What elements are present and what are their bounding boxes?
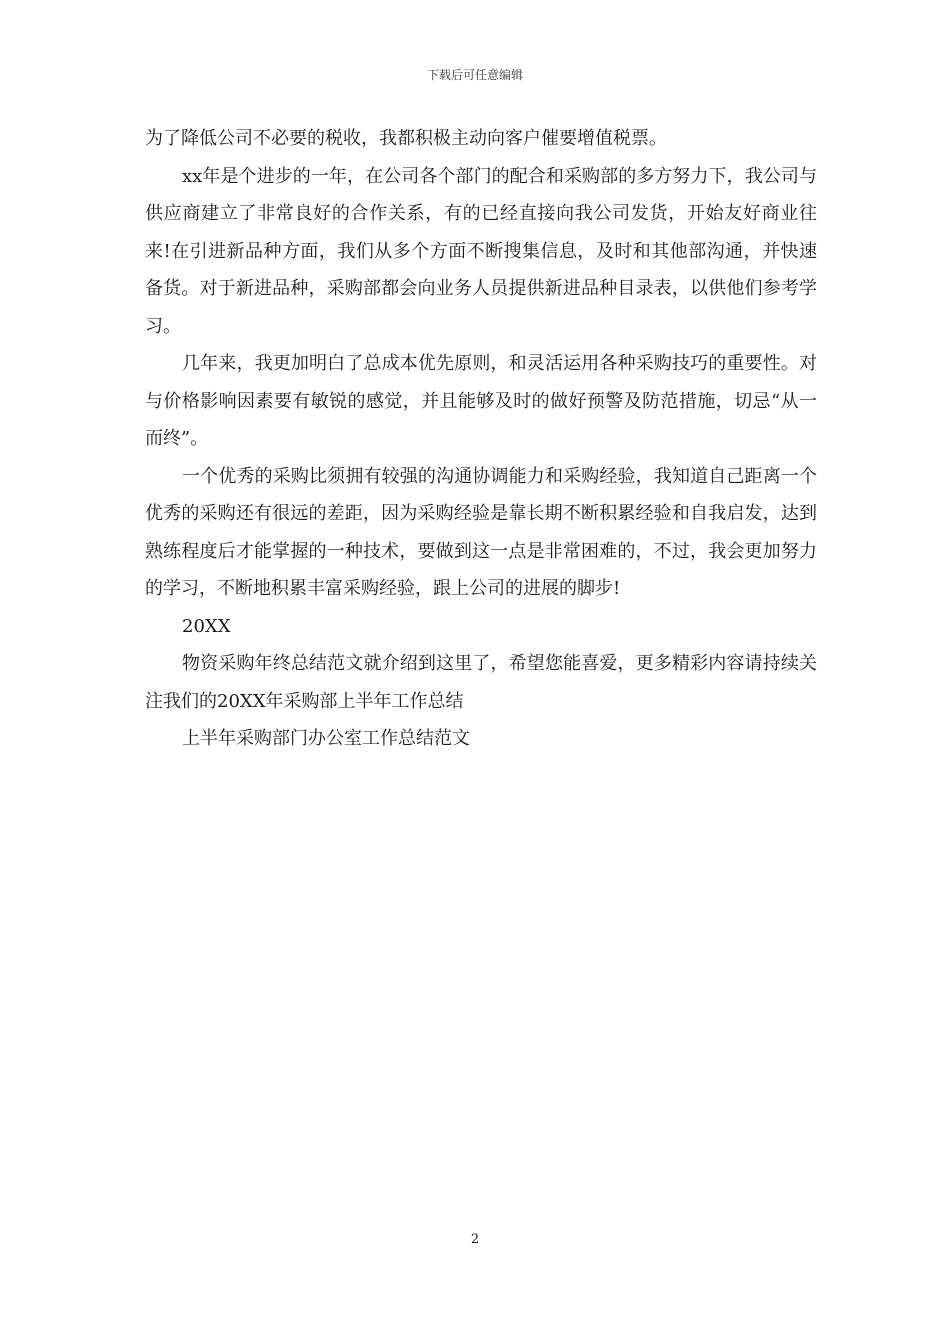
paragraph-cost-principle: 几年来，我更加明白了总成本优先原则，和灵活运用各种采购技巧的重要性。对与价格影响因素要有敏锐的感觉，并且能够及时的做好预警及防范措施，切忌“从一而终”。 [145, 353, 817, 449]
page-header: 下载后可任意编辑 [426, 68, 523, 82]
paragraph-supplier-relations: xx年是个进步的一年，在公司各个部门的配合和采购部的多方努力下，我公司与供应商建立了非常良好的合作关系，有的已经直接向我公司发货，开始友好商业往来!在引进新品种方面，我们从多个方面不断搜集信息，及时和其他部沟通，并快速备货。对于新进品种，采购部都会向业务人员提供新进品种目录表，以供他们参考学习。 [145, 165, 817, 337]
paragraph-excellent-purchaser: 一个优秀的采购比须拥有较强的沟通协调能力和采购经验，我知道自己距离一个优秀的采购还有很远的差距，因为采购经验是靠长期不断积累经验和自我启发，达到熟练程度后才能掌握的一种技术，要做到这一点是非常困难的，不过，我会更加努力的学习，不断地积累丰富采购经验，跟上公司的进展的脚步! [145, 465, 817, 599]
paragraph-closing-note: 物资采购年终总结范文就介绍到这里了，希望您能喜爱，更多精彩内容请持续关注我们的20XX年采购部上半年工作总结 [145, 653, 817, 712]
paragraph-year: 20XX [182, 615, 231, 637]
page-number: 2 [470, 1232, 480, 1247]
document-body [145, 120, 817, 758]
paragraph-tax-receipts: 为了降低公司不必要的税收，我都积极主动向客户催要增值税票。 [145, 128, 667, 149]
paragraph-related-title: 上半年采购部门办公室工作总结范文 [182, 728, 470, 749]
